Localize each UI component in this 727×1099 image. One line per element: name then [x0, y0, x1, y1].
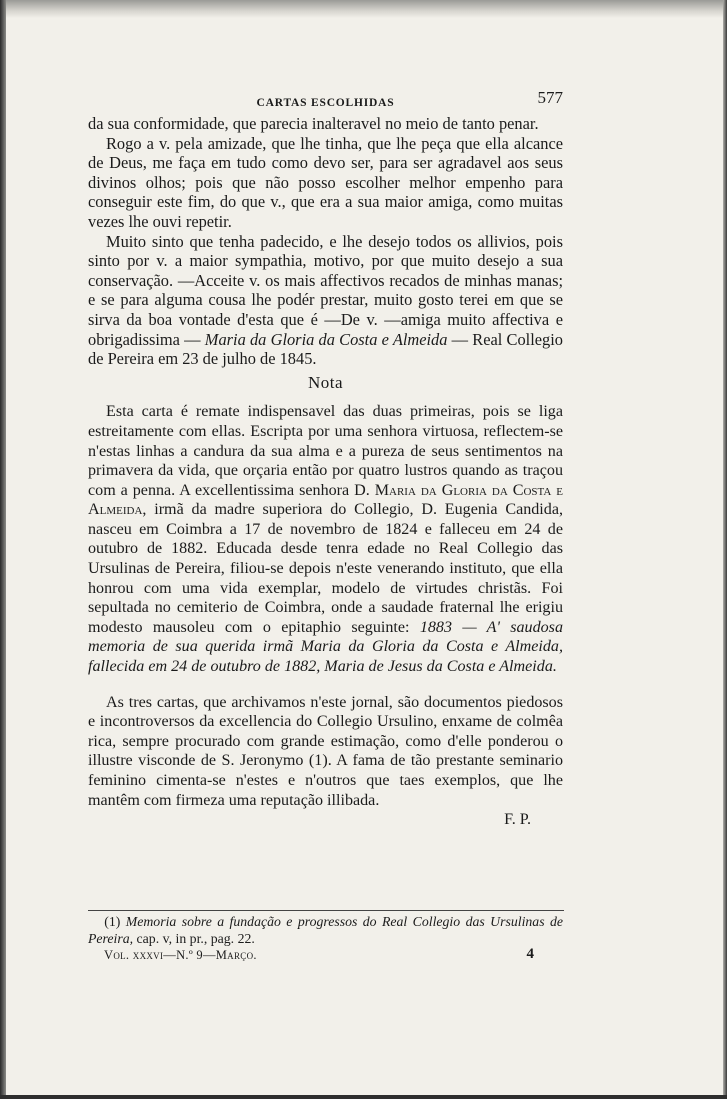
volume-issue: Vol. xxxvi—N.º 9—Março. — [104, 948, 257, 962]
scan-edge-bottom — [0, 1095, 727, 1099]
printer-signature-line — [104, 948, 534, 963]
letter-signer: Maria da Gloria da Costa e Almeida — [204, 329, 448, 349]
note-paragraph-2: As tres cartas, que archivamos n'este jornal, são documentos piedosos e incontroversos da excellencia do Collegio Ursulino, enxame de colmêa rica, sempre procurado com grande estimação, como d'elle ponderou o illustre visconde de S. Jeronymo (1). A fama de tão prestante seminario feminino cimenta-se n'estes e n'outros que taes exemplos, que lhe mantêm com firmeza uma reputação illibada. — [88, 693, 563, 809]
note-person-name: Maria da Gloria da Costa e Almeida — [88, 481, 563, 519]
note-initials: F. P. — [504, 811, 531, 829]
letter-paragraph-2: Rogo a v. pela amizade, que lhe tinha, que lhe peça que ella alcance de Deus, me faça em tudo como devo ser, para ser agradavel aos seus divinos olhos; pois que não posso escolher melhor empenho para conseguir este fim, do que v., que era a sua maior amiga, como muitas vezes lhe ouvi repetir. — [88, 133, 563, 231]
note-epitaph: 1883 — A' saudosa memoria de sua querida irmã Maria da Gloria da Costa e Almeida, fallecida em 24 de outubro de 1882, Maria de Jesus da Costa e Almeida. — [88, 618, 563, 676]
note-paragraph-1-start: Esta carta é remate indispensavel das duas primeiras, pois se liga estreitamente com ellas. Escripta por uma senhora virtuosa, reflectem-se n'estas linhas a candura da sua alma e a pureza de seus sentimentos na primavera da vida, que orçaria então por quatro lustros quando as traçou com a penna. A excellentissima senhora D. — [88, 403, 563, 499]
note-heading: Nota — [307, 372, 344, 392]
note-paragraph-1-body: , irmã da madre superiora do Collegio, D. Eugenia Candida, nasceu em Coimbra a 17 de novembro de 1824 e falleceu em 24 de outubro de 1882. Educada desde tenra edade no Real Collegio das Ursulinas de Pereira, filiou-se depois n'este venerando instituto, que ella honrou com uma vida exemplar, modelo de virtudes christãs. Foi sepultada no cemiterio de Coimbra, onde a saudade fraternal lhe erigiu modesto mausoleu com o epitaphio seguinte: — [88, 501, 563, 636]
footnote — [88, 913, 563, 947]
running-title: CARTAS ESCOLHIDAS — [256, 97, 395, 109]
scan-edge-right — [723, 0, 727, 1099]
note-text — [88, 402, 563, 829]
footnote-marker: (1) — [104, 914, 121, 929]
paragraph-gap — [88, 677, 563, 693]
page-number: 577 — [537, 88, 563, 107]
footnote-title: Memoria sobre a fundação e progressos do Real Collegio das Ursulinas de Pereira, — [88, 914, 563, 946]
note-paragraph-1 — [88, 402, 563, 676]
note-signature — [88, 810, 563, 830]
sheet-number: 4 — [526, 946, 534, 962]
page-body — [88, 88, 563, 830]
scan-edge-top — [0, 0, 727, 18]
letter-paragraph-3 — [88, 232, 563, 369]
scan-edge-left — [0, 0, 6, 1099]
letter-paragraph-1: da sua conformidade, que parecia inalteravel no meio de tanto penar. — [88, 114, 539, 133]
letter-place-date: — Real Collegio de Pereira em 23 de julho de 1845. — [88, 329, 563, 369]
letter-text — [88, 114, 563, 369]
running-head — [88, 88, 563, 114]
letter-closing: Muito sinto que tenha padecido, e lhe desejo todos os allivios, pois sinto por v. a maior sympathia, motivo, por que muito desejo a sua conservação. —Acceite v. os mais affectivos recados de minhas manas; e se para alguma cousa lhe podér prestar, muito gosto terei em que se sirva da boa vontade d'esta que é —De v. —amiga muito affectiva e obrigadissima — — [88, 231, 563, 349]
footnote-reference: cap. v, in pr., pag. 22. — [136, 931, 255, 946]
footnote-rule — [88, 910, 564, 911]
